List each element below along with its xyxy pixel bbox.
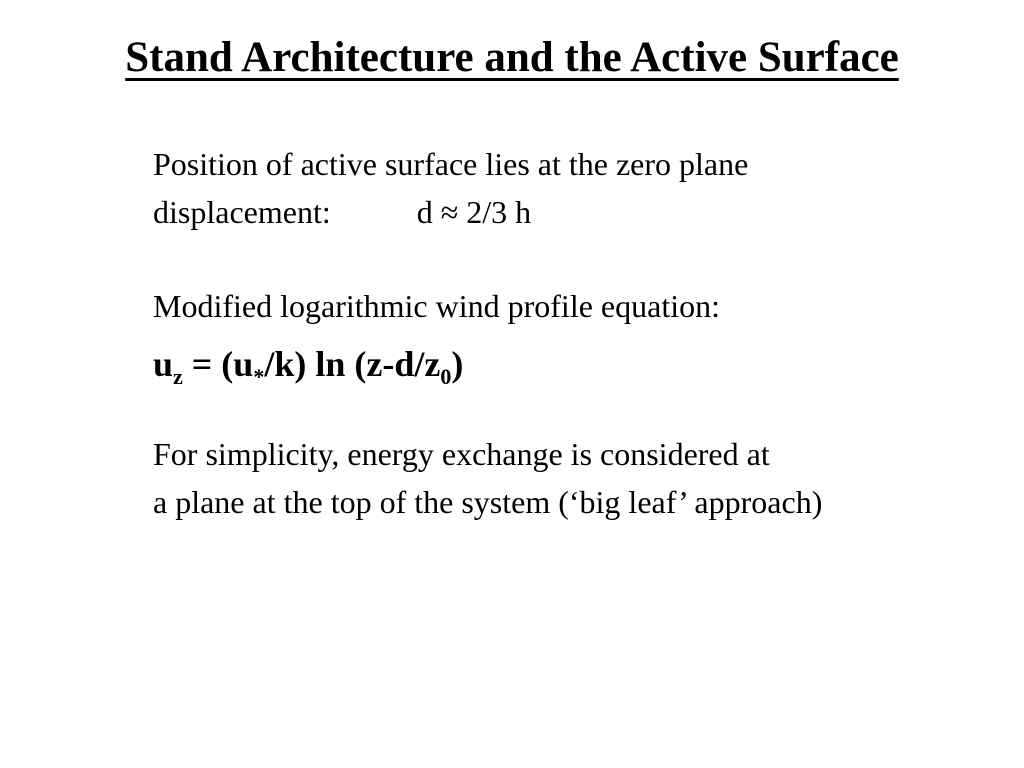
zero-plane-line-1: Position of active surface lies at the zero plane	[153, 146, 749, 182]
displacement-formula: d ≈ 2/3 h	[416, 194, 532, 230]
wind-profile-equation	[153, 340, 463, 388]
slide-title: Stand Architecture and the Active Surface	[125, 34, 899, 81]
big-leaf-line-1: For simplicity, energy exchange is considered at	[153, 436, 770, 472]
equation-u: u	[153, 344, 174, 384]
zero-plane-line-2	[153, 188, 748, 236]
equation-sub-star: *	[253, 364, 265, 389]
big-leaf-paragraph	[153, 430, 822, 526]
wind-profile-heading: Modified logarithmic wind profile equation:	[153, 288, 720, 324]
equation-close: )	[451, 344, 464, 384]
wind-profile-paragraph	[153, 282, 720, 330]
equation-middle: /k) ln (z-d/z	[264, 344, 441, 384]
big-leaf-line-2: a plane at the top of the system (‘big leaf’ approach)	[153, 484, 823, 520]
equation-open: = (u	[182, 344, 254, 384]
displacement-label: displacement:	[153, 194, 331, 230]
equation-sub-z: z	[173, 364, 183, 389]
zero-plane-paragraph	[153, 140, 748, 236]
equation-sub-zero: 0	[440, 364, 452, 389]
